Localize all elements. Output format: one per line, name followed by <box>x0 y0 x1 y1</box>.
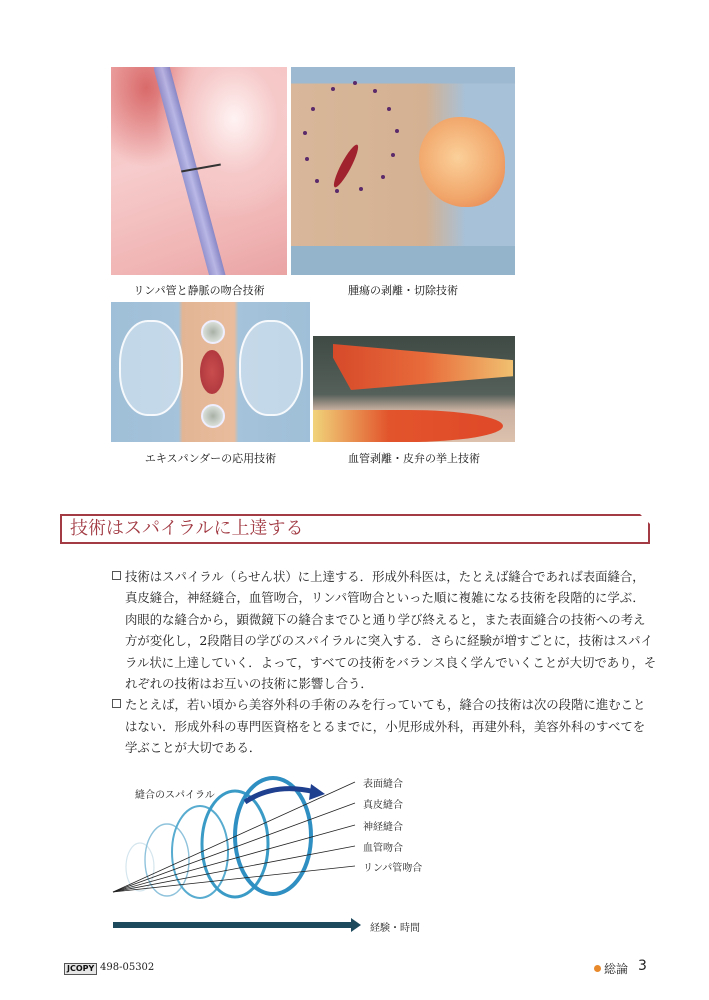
level-label-5: リンパ管吻合 <box>363 863 423 874</box>
vessel-graphic <box>152 67 230 275</box>
level-label-4: 血管吻合 <box>363 843 403 854</box>
jcopy-badge: JCOPY <box>64 963 97 975</box>
level-label-2: 真皮縫合 <box>363 800 403 811</box>
flap-graphic <box>333 344 513 390</box>
suture-spiral-diagram <box>105 772 435 947</box>
incision-graphic <box>330 142 361 189</box>
vessel-dissection-flap-elevation-photo <box>313 336 515 442</box>
expander-bag-left <box>119 320 183 416</box>
level-label-1: 表面縫合 <box>363 779 403 790</box>
page-number: 3 <box>638 958 647 974</box>
expander-port-bottom <box>201 404 225 428</box>
body-text <box>112 566 657 759</box>
figure-caption-3: エキスパンダーの応用技術 <box>144 452 277 465</box>
donor-bed-graphic <box>313 410 503 442</box>
axis-label: 経験・時間 <box>370 923 420 934</box>
tissue-expander-application-photo <box>111 302 310 442</box>
paragraph-1: 技術はスパイラル（らせん状）に上達する．形成外科医は，たとえば縫合であれば表面縫合，真皮縫合，神経縫合，血管吻合，リンパ管吻合といった順に複雑になる技術を段階的に学ぶ．肉眼的な縫合から，顕微鏡下の縫合までひと通り学び終えると，また表面縫合の技術への考え方が変化し，2段階目の学びのスパイラルに突入する．さらに経験が増すごとに，技術はスパイラル状に上達していく．よって，すべての技術をバランス良く学んでいくことが大切であり，それぞれの技術はお互いの技術に影響し合う． <box>112 566 657 694</box>
square-bullet-icon <box>112 571 121 580</box>
book-code: 498-05302 <box>100 962 155 973</box>
figure-caption-4: 血管剥離・皮弁の挙上技術 <box>348 452 480 465</box>
square-bullet-icon <box>112 699 121 708</box>
figure-caption-1: リンパ管と静脈の吻合技術 <box>133 284 265 297</box>
level-label-3: 神経縫合 <box>363 822 403 833</box>
section-dot-icon <box>594 965 601 972</box>
section-name: 総論 <box>604 962 629 976</box>
lymphatic-venous-anastomosis-photo <box>111 67 287 275</box>
tumor-dissection-resection-photo <box>291 67 515 275</box>
expander-bag-right <box>239 320 303 416</box>
figure-caption-2: 腫瘍の剥離・切除技術 <box>348 284 458 297</box>
paragraph-2: たとえば，若い頃から美容外科の手術のみを行っていても，縫合の技術は次の段階に進むことはない．形成外科の専門医資格をとるまでに，小児形成外科，再建外科，美容外科のすべてを学ぶことが大切である． <box>112 694 657 758</box>
section-heading: 技術はスパイラルに上達する <box>70 518 304 539</box>
wound-graphic <box>200 350 224 394</box>
expander-port-top <box>201 320 225 344</box>
excised-tumor-graphic <box>419 117 505 207</box>
diagram-title: 縫合のスパイラル <box>135 790 215 801</box>
